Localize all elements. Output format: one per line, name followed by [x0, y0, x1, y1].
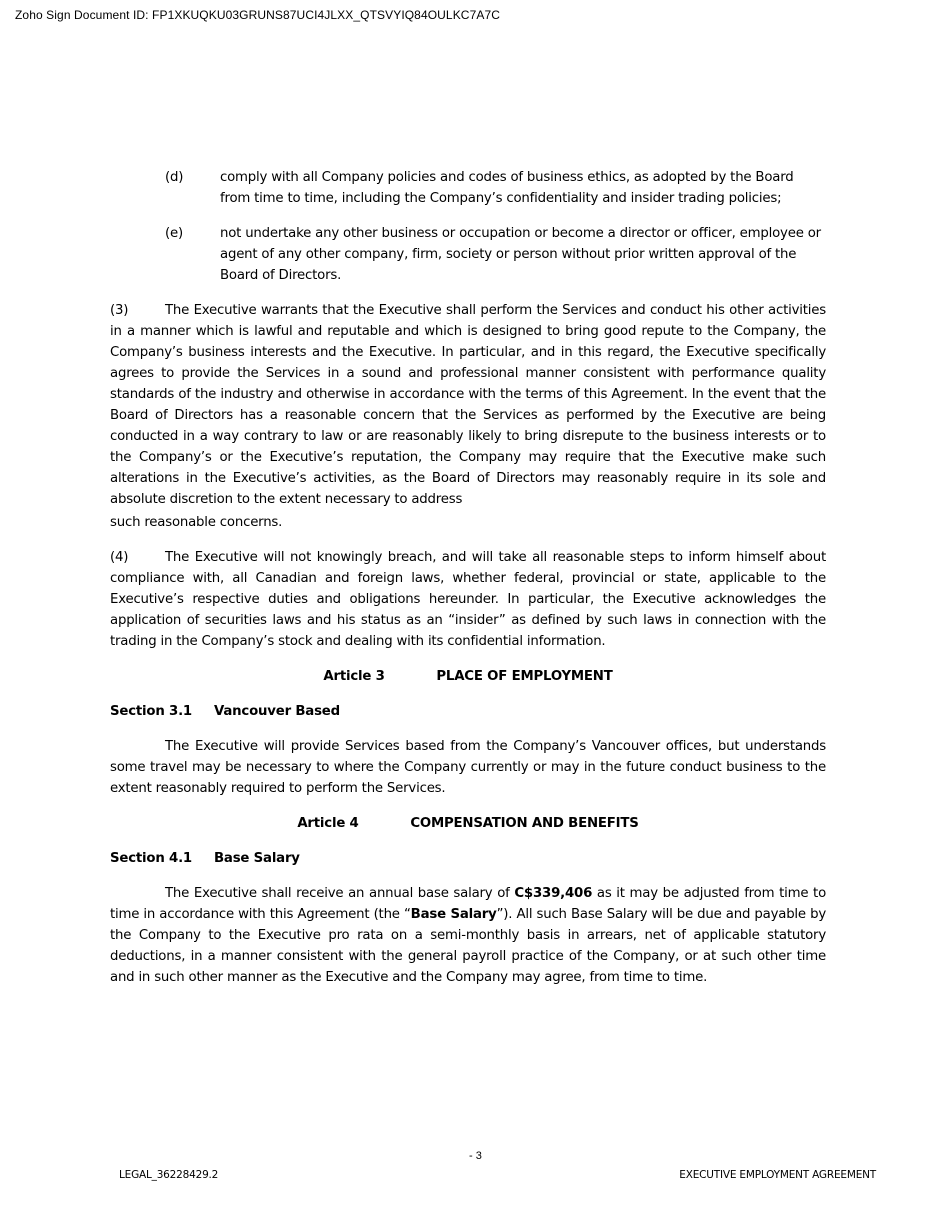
document-body [110, 167, 826, 1002]
salary-amount: C$339,406 [514, 886, 593, 901]
paragraph-3 [110, 300, 826, 533]
legal-reference: LEGAL_36228429.2 [119, 1169, 219, 1181]
salary-text-part1: The Executive shall receive an annual base salary of [165, 886, 515, 901]
section-title: Vancouver Based [214, 704, 340, 719]
paragraph-tail: such reasonable concerns. [110, 515, 283, 530]
paragraph-text: The Executive will not knowingly breach, and will take all reasonable steps to inform himself about compliance with, all Canadian and foreign laws, whether federal, provincial or state, applicable to the Executive’s respective duties and obligations hereunder. In particular, the Executive acknowledges the application of securities laws and his status as an “insider” as defined by such laws in connection with the trading in the Company’s stock and dealing with its confidential information. [110, 550, 826, 649]
clause-e [110, 223, 826, 286]
salary-text-part2: as it may be adjusted from time to time in accordance with this Agreement (the “ [110, 886, 826, 922]
section-3-1-heading [110, 701, 826, 722]
clause-label: (e) [165, 226, 183, 241]
clause-d [110, 167, 826, 209]
footer-document-title: EXECUTIVE EMPLOYMENT AGREEMENT [679, 1169, 876, 1181]
article-number: Article 3 [323, 669, 385, 684]
section-4-1-heading [110, 848, 826, 869]
article-number: Article 4 [297, 816, 359, 831]
document-id-header: Zoho Sign Document ID: FP1XKUQKU03GRUNS87UCI4JLXX_QTSVYIQ84OULKC7A7C [15, 8, 500, 22]
section-3-1-text: The Executive will provide Services based from the Company’s Vancouver offices, but understands some travel may be necessary to where the Company currently or may in the future conduct business to the extent reasonably required to perform the Services. [110, 739, 826, 796]
clause-label: (d) [165, 170, 184, 185]
page-number: - 3 [469, 1150, 482, 1162]
article-4-heading [110, 813, 826, 834]
defined-term: Base Salary [410, 907, 497, 922]
paragraph-4 [110, 547, 826, 652]
section-4-1-text [110, 883, 826, 988]
section-title: Base Salary [214, 851, 300, 866]
clause-text: not undertake any other business or occupation or become a director or officer, employee or agent of any other company, firm, society or person without prior written approval of the Board of Directors. [220, 226, 821, 283]
section-number: Section 4.1 [110, 851, 192, 866]
clause-text: comply with all Company policies and codes of business ethics, as adopted by the Board from time to time, including the Company’s confidentiality and insider trading policies; [220, 170, 794, 206]
paragraph-label: (4) [110, 550, 129, 565]
article-3-heading [110, 666, 826, 687]
article-title: COMPENSATION AND BENEFITS [410, 816, 639, 831]
paragraph-label: (3) [110, 303, 129, 318]
article-title: PLACE OF EMPLOYMENT [436, 669, 613, 684]
paragraph-text: The Executive warrants that the Executive shall perform the Services and conduct his other activities in a manner which is lawful and reputable and which is designed to bring good repute to the Company, the Company’s business interests and the Executive. In particular, and in this regard, the Executive specifically agrees to provide the Services in a sound and professional manner consistent with performance quality standards of the industry and otherwise in accordance with the terms of this Agreement. In the event that the Board of Directors has a reasonable concern that the Services as performed by the Executive are being conducted in a way contrary to law or are reasonably likely to bring disrepute to the business interests or to the Company’s or the Executive’s reputation, the Company may require that the Executive make such alterations in the Executive’s activities, as the Board of Directors may reasonably require in its sole and absolute discretion to the extent necessary to address [110, 303, 826, 507]
section-number: Section 3.1 [110, 704, 192, 719]
salary-text-part3: ”). All such Base Salary will be due and payable by the Company to the Executive pro rata on a semi-monthly basis in arrears, net of applicable statutory deductions, in a manner consistent with the general payroll practice of the Company, or at such other time and in such other manner as the Executive and the Company may agree, from time to time. [110, 907, 826, 985]
